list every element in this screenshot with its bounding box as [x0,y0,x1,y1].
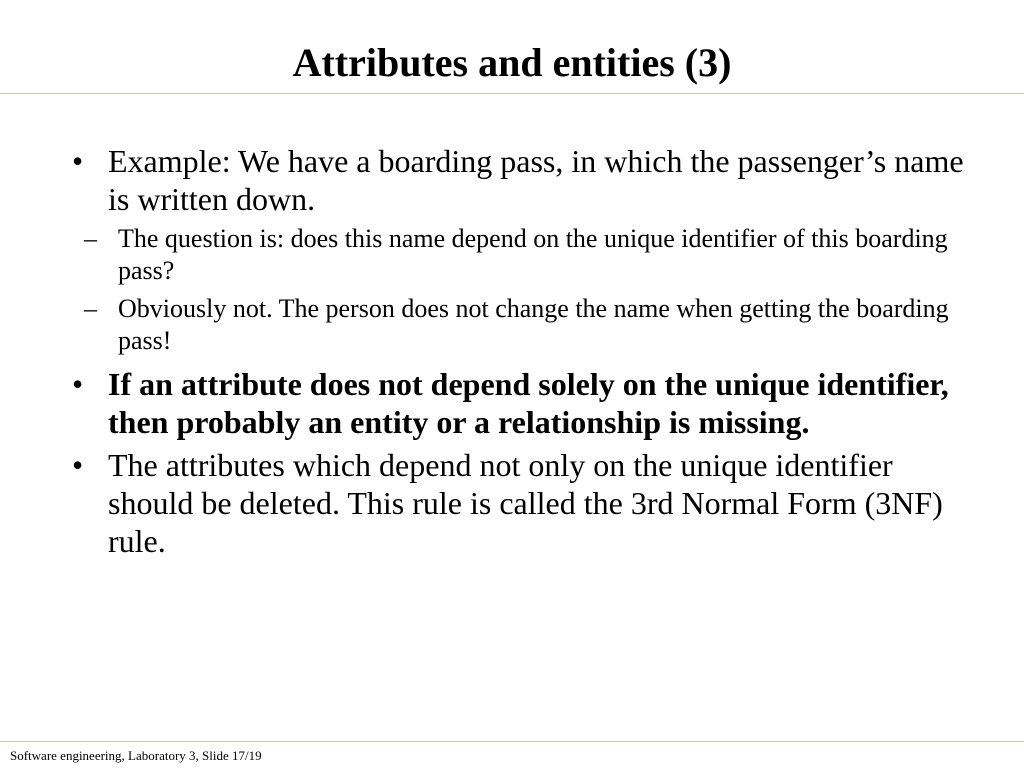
bullet-item [72,446,972,560]
bullet-marker: • [72,366,84,402]
sub-bullet-item [72,293,972,357]
bullet-marker: • [72,143,84,179]
bullet-text: If an attribute does not depend solely on the unique identifier, then probably an entity or a relationship is missing. [108,366,949,440]
bullet-text: The attributes which depend not only on the unique identifier should be deleted. This rule is called the 3rd Normal Form (3NF) rule. [108,447,943,559]
slide-title: Attributes and entities (3) [292,40,732,85]
bullet-item-emphasis [72,365,972,441]
sub-bullet-list [72,223,972,357]
title-divider [0,93,1024,94]
slide-content [72,142,972,565]
slide-footer: Software engineering, Laboratory 3, Slide 17/19 [10,748,262,763]
dash-marker: – [84,224,97,253]
footer-divider [0,741,1024,742]
bullet-marker: • [72,447,84,483]
sub-bullet-item [72,223,972,287]
bullet-item [72,142,972,218]
sub-bullet-text: The question is: does this name depend on the unique identifier of this boarding pass? [118,224,948,285]
bullet-text: Example: We have a boarding pass, in which the passenger’s name is written down. [108,143,964,217]
sub-bullet-text: Obviously not. The person does not change the name when getting the boarding pass! [118,294,949,355]
dash-marker: – [84,294,97,323]
